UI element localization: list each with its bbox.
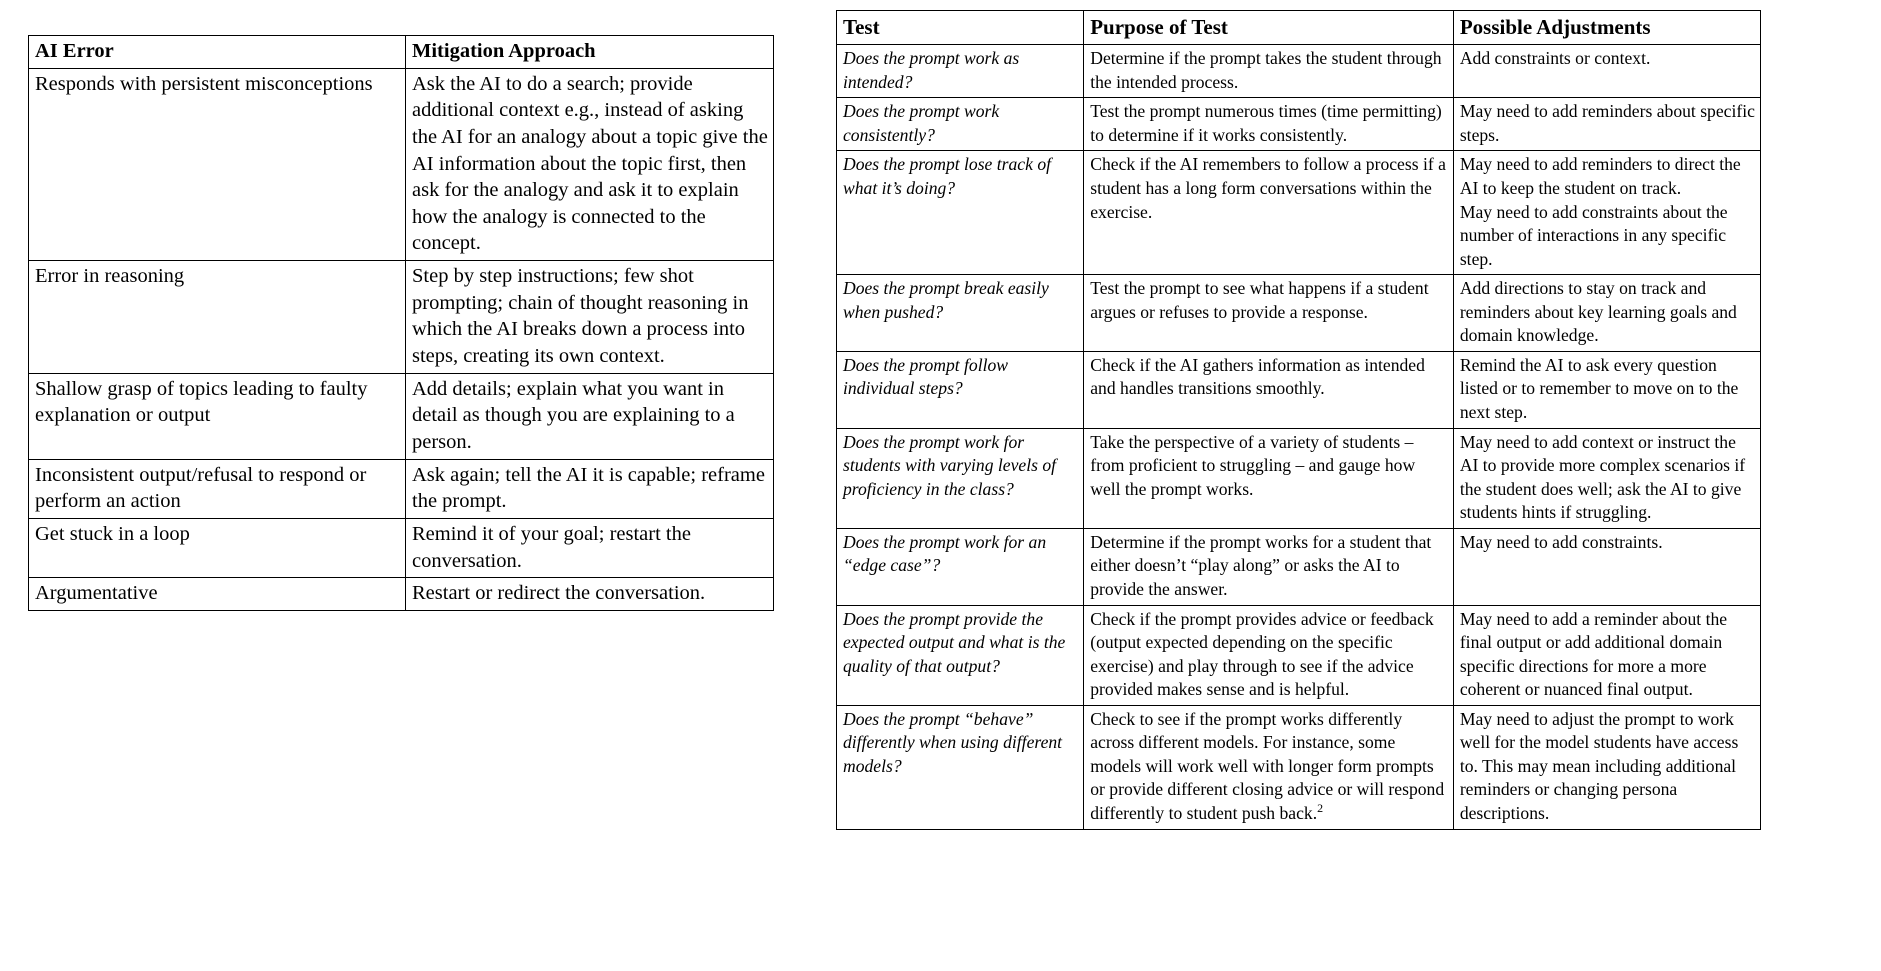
table-row — [29, 578, 774, 611]
cell-adjustments: May need to add context or instruct the AI to provide more complex scenarios if the student does well; ask the AI to give students hints if struggling. — [1453, 428, 1760, 528]
cell-test: Does the prompt lose track of what it’s doing? — [837, 151, 1084, 275]
cell-purpose: Test the prompt to see what happens if a student argues or refuses to provide a response. — [1084, 275, 1454, 352]
cell-mitigation-approach: Restart or redirect the conversation. — [406, 578, 774, 611]
cell-purpose: Determine if the prompt works for a student that either doesn’t “play along” or asks the AI to provide the answer. — [1084, 528, 1454, 605]
table-body — [29, 68, 774, 610]
table-row — [29, 518, 774, 577]
table-row — [837, 98, 1761, 151]
ai-error-mitigation-table-container — [28, 35, 773, 611]
ai-error-mitigation-table — [28, 35, 774, 611]
cell-test: Does the prompt “behave” differently when using different models? — [837, 705, 1084, 829]
cell-purpose: Check if the prompt provides advice or feedback (output expected depending on the specific exercise) and play through to see if the advice provided makes sense and is helpful. — [1084, 605, 1454, 705]
cell-ai-error: Responds with persistent misconceptions — [29, 68, 406, 260]
cell-purpose: Test the prompt numerous times (time permitting) to determine if it works consistently. — [1084, 98, 1454, 151]
column-header-mitigation-approach: Mitigation Approach — [406, 36, 774, 69]
table-header-row-group — [837, 11, 1761, 45]
cell-purpose: Determine if the prompt takes the student through the intended process. — [1084, 45, 1454, 98]
cell-test: Does the prompt work consistently? — [837, 98, 1084, 151]
table-row — [29, 68, 774, 260]
cell-purpose-with-footnote — [1084, 705, 1454, 829]
cell-purpose: Check if the AI gathers information as intended and handles transitions smoothly. — [1084, 351, 1454, 428]
cell-mitigation-approach: Remind it of your goal; restart the conversation. — [406, 518, 774, 577]
table-row — [29, 261, 774, 374]
cell-mitigation-approach: Ask again; tell the AI it is capable; reframe the prompt. — [406, 459, 774, 518]
table-row — [29, 373, 774, 459]
cell-test: Does the prompt follow individual steps? — [837, 351, 1084, 428]
table-row — [837, 528, 1761, 605]
cell-test: Does the prompt provide the expected output and what is the quality of that output? — [837, 605, 1084, 705]
cell-ai-error: Argumentative — [29, 578, 406, 611]
cell-adjustments: May need to add reminders about specific steps. — [1453, 98, 1760, 151]
cell-purpose: Check if the AI remembers to follow a process if a student has a long form conversations within the exercise. — [1084, 151, 1454, 275]
cell-ai-error: Error in reasoning — [29, 261, 406, 374]
cell-test: Does the prompt work for an “edge case”? — [837, 528, 1084, 605]
cell-test: Does the prompt break easily when pushed? — [837, 275, 1084, 352]
table-header-row — [837, 11, 1761, 45]
cell-test: Does the prompt work as intended? — [837, 45, 1084, 98]
table-body — [837, 45, 1761, 829]
prompt-testing-table — [836, 10, 1761, 830]
table-row — [29, 459, 774, 518]
cell-ai-error: Get stuck in a loop — [29, 518, 406, 577]
table-row — [837, 605, 1761, 705]
cell-ai-error: Shallow grasp of topics leading to faulty explanation or output — [29, 373, 406, 459]
cell-test: Does the prompt work for students with varying levels of proficiency in the class? — [837, 428, 1084, 528]
cell-adjustments: Add directions to stay on track and reminders about key learning goals and domain knowledge. — [1453, 275, 1760, 352]
column-header-test: Test — [837, 11, 1084, 45]
table-row — [837, 428, 1761, 528]
cell-adjustments: Remind the AI to ask every question listed or to remember to move on to the next step. — [1453, 351, 1760, 428]
cell-mitigation-approach: Ask the AI to do a search; provide additional context e.g., instead of asking the AI for an analogy about a topic give the AI information about the topic first, then ask for the analogy and ask it to explain how the analogy is connected to the concept. — [406, 68, 774, 260]
table-header-row-group — [29, 36, 774, 69]
footnote-reference[interactable]: 2 — [1317, 801, 1324, 816]
table-header-row — [29, 36, 774, 69]
cell-mitigation-approach: Step by step instructions; few shot prompting; chain of thought reasoning in which the AI breaks down a process into steps, creating its own context. — [406, 261, 774, 374]
cell-adjustments: May need to adjust the prompt to work well for the model students have access to. This may mean including additional reminders or changing persona descriptions. — [1453, 705, 1760, 829]
cell-adjustments: Add constraints or context. — [1453, 45, 1760, 98]
table-row — [837, 351, 1761, 428]
column-header-ai-error: AI Error — [29, 36, 406, 69]
cell-mitigation-approach: Add details; explain what you want in detail as though you are explaining to a person. — [406, 373, 774, 459]
cell-purpose: Take the perspective of a variety of students – from proficient to struggling – and gauge how well the prompt works. — [1084, 428, 1454, 528]
cell-adjustments: May need to add reminders to direct the AI to keep the student on track. May need to add constraints about the number of interactions in any specific step. — [1453, 151, 1760, 275]
cell-adjustments: May need to add constraints. — [1453, 528, 1760, 605]
table-row — [837, 705, 1761, 829]
table-row — [837, 275, 1761, 352]
table-row — [837, 45, 1761, 98]
column-header-purpose-of-test: Purpose of Test — [1084, 11, 1454, 45]
column-header-possible-adjustments: Possible Adjustments — [1453, 11, 1760, 45]
prompt-testing-table-container — [836, 10, 1761, 830]
cell-purpose-text: Check to see if the prompt works differently across different models. For instance, some models will work well with longer form prompts or provide different closing advice or will respond differently to student push back. — [1090, 708, 1445, 823]
cell-ai-error: Inconsistent output/refusal to respond or perform an action — [29, 459, 406, 518]
table-row — [837, 151, 1761, 275]
cell-adjustments: May need to add a reminder about the final output or add additional domain specific directions for more a more coherent or nuanced final output. — [1453, 605, 1760, 705]
